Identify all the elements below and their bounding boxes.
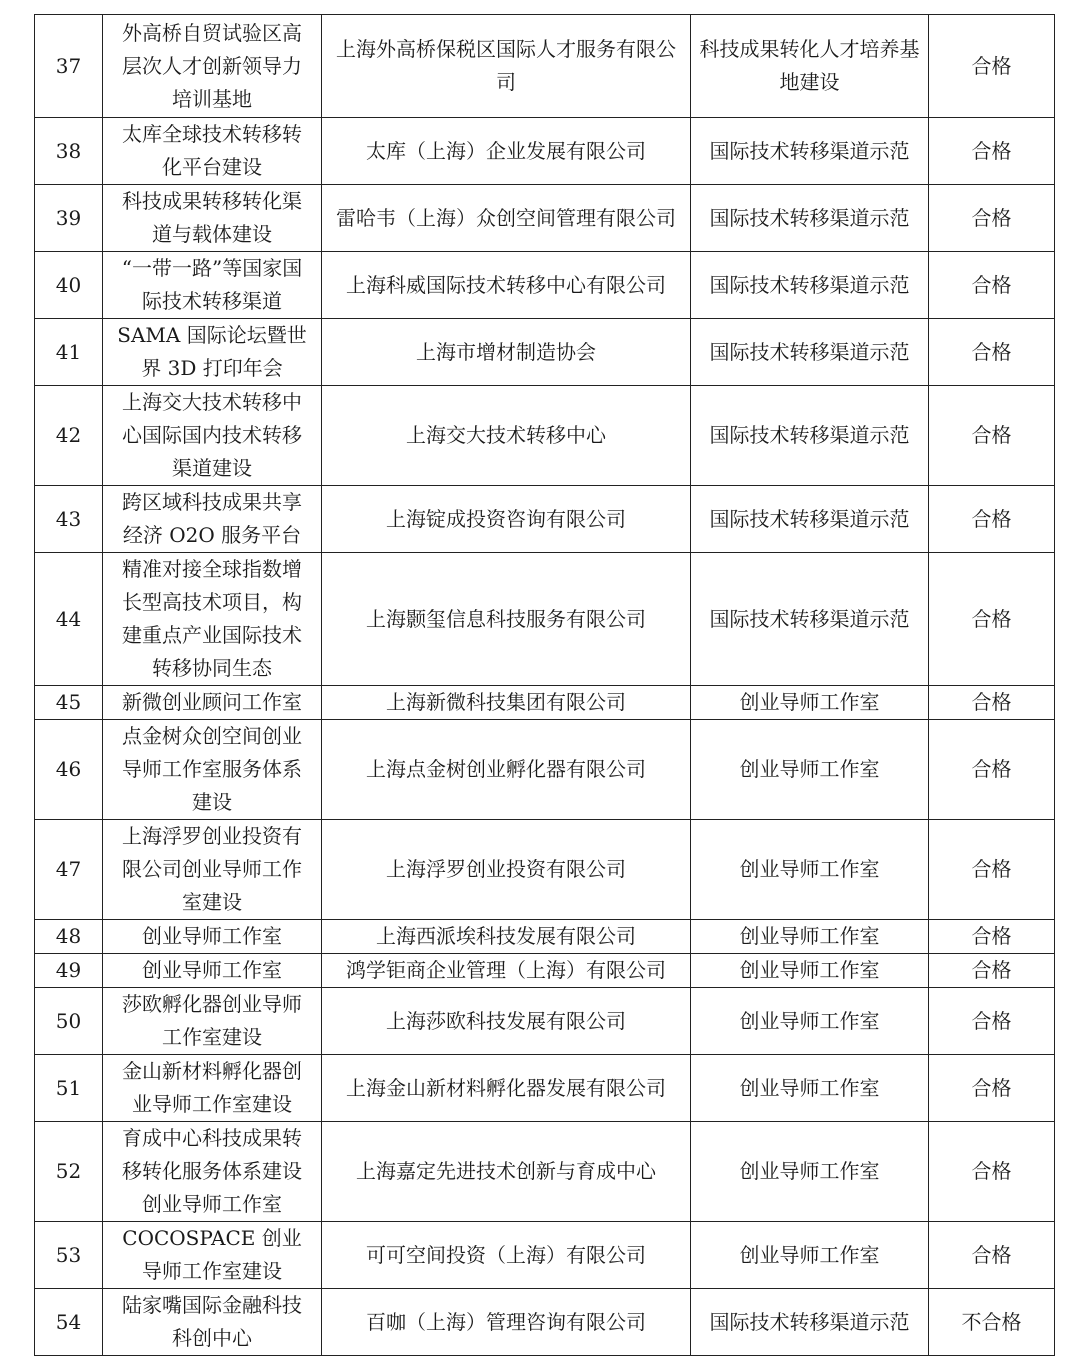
row-number-cell: 46 [35, 720, 103, 820]
row-number-cell: 53 [35, 1222, 103, 1289]
table-row [35, 1055, 1055, 1122]
category-cell: 创业导师工作室 [691, 954, 929, 988]
project-name-cell: 创业导师工作室 [103, 954, 322, 988]
results-table-body [35, 15, 1055, 1356]
table-row [35, 553, 1055, 686]
category-cell: 创业导师工作室 [691, 1122, 929, 1222]
table-row [35, 1289, 1055, 1356]
table-row [35, 486, 1055, 553]
table-row [35, 386, 1055, 486]
category-cell: 国际技术转移渠道示范 [691, 252, 929, 319]
organization-cell: 上海颢玺信息科技服务有限公司 [322, 553, 691, 686]
project-name-cell: 新微创业顾问工作室 [103, 686, 322, 720]
organization-cell: 上海西派埃科技发展有限公司 [322, 920, 691, 954]
table-row [35, 686, 1055, 720]
project-name-cell: 陆家嘴国际金融科技科创中心 [103, 1289, 322, 1356]
category-cell: 科技成果转化人才培养基地建设 [691, 15, 929, 118]
category-cell: 国际技术转移渠道示范 [691, 1289, 929, 1356]
organization-cell: 太库（上海）企业发展有限公司 [322, 118, 691, 185]
row-number-cell: 42 [35, 386, 103, 486]
organization-cell: 上海莎欧科技发展有限公司 [322, 988, 691, 1055]
result-cell: 合格 [929, 920, 1055, 954]
category-cell: 创业导师工作室 [691, 720, 929, 820]
result-cell: 合格 [929, 1222, 1055, 1289]
organization-cell: 上海锭成投资咨询有限公司 [322, 486, 691, 553]
project-name-cell: 太库全球技术转移转化平台建设 [103, 118, 322, 185]
organization-cell: 上海市增材制造协会 [322, 319, 691, 386]
category-cell: 创业导师工作室 [691, 920, 929, 954]
row-number-cell: 41 [35, 319, 103, 386]
table-row [35, 920, 1055, 954]
category-cell: 创业导师工作室 [691, 988, 929, 1055]
category-cell: 国际技术转移渠道示范 [691, 553, 929, 686]
project-name-cell: 创业导师工作室 [103, 920, 322, 954]
result-cell: 合格 [929, 954, 1055, 988]
category-cell: 国际技术转移渠道示范 [691, 118, 929, 185]
row-number-cell: 43 [35, 486, 103, 553]
organization-cell: 上海交大技术转移中心 [322, 386, 691, 486]
result-cell: 合格 [929, 820, 1055, 920]
table-row [35, 720, 1055, 820]
result-cell: 合格 [929, 988, 1055, 1055]
organization-cell: 上海金山新材料孵化器发展有限公司 [322, 1055, 691, 1122]
category-cell: 国际技术转移渠道示范 [691, 185, 929, 252]
category-cell: 创业导师工作室 [691, 820, 929, 920]
result-cell: 合格 [929, 118, 1055, 185]
project-name-cell: 上海交大技术转移中心国际国内技术转移渠道建设 [103, 386, 322, 486]
organization-cell: 上海嘉定先进技术创新与育成中心 [322, 1122, 691, 1222]
organization-cell: 上海科威国际技术转移中心有限公司 [322, 252, 691, 319]
table-row [35, 1122, 1055, 1222]
project-name-cell: “一带一路”等国家国际技术转移渠道 [103, 252, 322, 319]
result-cell: 合格 [929, 1122, 1055, 1222]
project-name-cell: 科技成果转移转化渠道与载体建设 [103, 185, 322, 252]
organization-cell: 鸿学钜商企业管理（上海）有限公司 [322, 954, 691, 988]
project-name-cell: 外高桥自贸试验区高层次人才创新领导力培训基地 [103, 15, 322, 118]
result-cell: 合格 [929, 252, 1055, 319]
project-name-cell: 金山新材料孵化器创业导师工作室建设 [103, 1055, 322, 1122]
category-cell: 创业导师工作室 [691, 1222, 929, 1289]
project-name-cell: 跨区域科技成果共享经济 O2O 服务平台 [103, 486, 322, 553]
row-number-cell: 54 [35, 1289, 103, 1356]
result-cell: 合格 [929, 15, 1055, 118]
project-name-cell: 精准对接全球指数增长型高技术项目，构建重点产业国际技术转移协同生态 [103, 553, 322, 686]
table-row [35, 118, 1055, 185]
category-cell: 国际技术转移渠道示范 [691, 486, 929, 553]
row-number-cell: 45 [35, 686, 103, 720]
row-number-cell: 47 [35, 820, 103, 920]
project-name-cell: COCOSPACE 创业导师工作室建设 [103, 1222, 322, 1289]
result-cell: 合格 [929, 553, 1055, 686]
table-row [35, 319, 1055, 386]
row-number-cell: 51 [35, 1055, 103, 1122]
organization-cell: 上海外高桥保税区国际人才服务有限公司 [322, 15, 691, 118]
result-cell: 合格 [929, 386, 1055, 486]
row-number-cell: 44 [35, 553, 103, 686]
table-row [35, 988, 1055, 1055]
project-name-cell: 莎欧孵化器创业导师工作室建设 [103, 988, 322, 1055]
category-cell: 创业导师工作室 [691, 686, 929, 720]
result-cell: 合格 [929, 486, 1055, 553]
result-cell: 合格 [929, 185, 1055, 252]
organization-cell: 上海点金树创业孵化器有限公司 [322, 720, 691, 820]
row-number-cell: 37 [35, 15, 103, 118]
result-cell: 合格 [929, 1055, 1055, 1122]
organization-cell: 上海浮罗创业投资有限公司 [322, 820, 691, 920]
table-row [35, 185, 1055, 252]
table-row [35, 252, 1055, 319]
result-cell: 合格 [929, 720, 1055, 820]
table-row [35, 1222, 1055, 1289]
row-number-cell: 48 [35, 920, 103, 954]
result-cell: 合格 [929, 319, 1055, 386]
category-cell: 国际技术转移渠道示范 [691, 319, 929, 386]
organization-cell: 上海新微科技集团有限公司 [322, 686, 691, 720]
row-number-cell: 49 [35, 954, 103, 988]
row-number-cell: 40 [35, 252, 103, 319]
project-name-cell: 育成中心科技成果转移转化服务体系建设创业导师工作室 [103, 1122, 322, 1222]
table-row [35, 954, 1055, 988]
category-cell: 创业导师工作室 [691, 1055, 929, 1122]
organization-cell: 百咖（上海）管理咨询有限公司 [322, 1289, 691, 1356]
project-name-cell: 上海浮罗创业投资有限公司创业导师工作室建设 [103, 820, 322, 920]
result-cell: 合格 [929, 686, 1055, 720]
table-row [35, 820, 1055, 920]
row-number-cell: 39 [35, 185, 103, 252]
table-row [35, 15, 1055, 118]
result-cell: 不合格 [929, 1289, 1055, 1356]
project-name-cell: SAMA 国际论坛暨世界 3D 打印年会 [103, 319, 322, 386]
category-cell: 国际技术转移渠道示范 [691, 386, 929, 486]
row-number-cell: 38 [35, 118, 103, 185]
row-number-cell: 50 [35, 988, 103, 1055]
results-table [34, 14, 1055, 1356]
project-name-cell: 点金树众创空间创业导师工作室服务体系建设 [103, 720, 322, 820]
organization-cell: 雷哈韦（上海）众创空间管理有限公司 [322, 185, 691, 252]
row-number-cell: 52 [35, 1122, 103, 1222]
organization-cell: 可可空间投资（上海）有限公司 [322, 1222, 691, 1289]
